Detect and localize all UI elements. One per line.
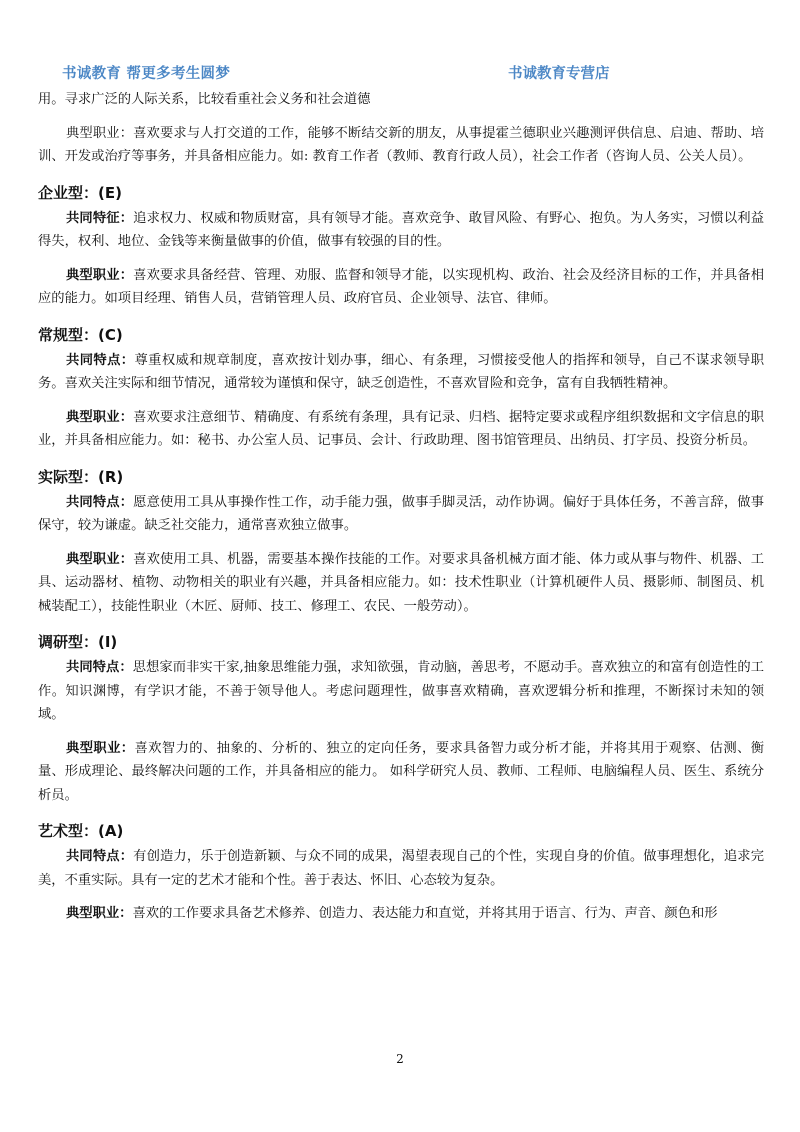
section-traits <box>38 207 764 254</box>
header-slogan: 书诚教育 帮更多考生圆梦 <box>62 66 231 82</box>
section-traits <box>38 656 764 727</box>
jobs-label: 典型职业： <box>66 409 134 425</box>
traits-label: 共同特点： <box>66 849 134 864</box>
jobs-label: 典型职业： <box>66 740 135 756</box>
jobs-text: 喜欢要求具备经营、管理、劝服、监督和领导才能，以实现机构、政治、社会及经济目标的工作，并具备相应的能力。如项目经理、销售人员，营销管理人员、政府官员、企业领导、法官、律师。 <box>38 267 765 306</box>
header-store-name: 书诚教育专营店 <box>508 66 610 82</box>
traits-label: 共同特点： <box>66 494 134 510</box>
section-title-realistic: 实际型：(R) <box>38 467 124 486</box>
page-header <box>0 62 800 82</box>
section-title-enterprising: 企业型：(E) <box>38 183 122 202</box>
traits-text: 有创造力，乐于创造新颖、与众不同的成果，渴望表现自己的个性，实现自身的价值。做事理想化，追求完美，不重实际。具有一定的艺术才能和个性。善于表达、怀旧、心态较为复杂。 <box>38 849 765 888</box>
page-number: 2 <box>396 1052 404 1066</box>
jobs-text: 喜欢使用工具、机器，需要基本操作技能的工作。对要求具备机械方面才能、体力或从事与物件、机器、工具、运动器材、植物、动物相关的职业有兴趣，并具备相应能力。如：技术性职业（计算机硬件人员、摄影师、制图员、机械装配工），技能性职业（木匠、厨师、技工、修理工、农民、一般劳动）。 <box>38 551 765 614</box>
section-title-artistic: 艺术型：(A) <box>38 822 124 840</box>
traits-label: 共同特点： <box>66 660 133 675</box>
section-jobs <box>38 902 764 926</box>
document-body <box>38 88 764 926</box>
traits-text: 愿意使用工具从事操作性工作，动手能力强，做事手脚灵活，动作协调。偏好于具体任务，不善言辞，做事保守，较为谦虚。缺乏社交能力，通常喜欢独立做事。 <box>38 494 765 533</box>
traits-label: 共同特征： <box>66 210 134 226</box>
intro-typical-jobs: 典型职业：喜欢要求与人打交道的工作，能够不断结交新的朋友，从事提霍兰德职业兴趣测评供信息、启迪、帮助、培训、开发或治疗等事务，并具备相应能力。如: 教育工作者（教师、教育行政人员），社会工作者（咨询人员、公关人员）。 <box>38 125 764 164</box>
traits-text: 思想家而非实干家,抽象思维能力强，求知欲强，肯动脑，善思考，不愿动手。喜欢独立的和富有创造性的工作。知识渊博，有学识才能，不善于领导他人。考虑问题理性，做事喜欢精确，喜欢逻辑分析和推理，不断探讨未知的领域。 <box>38 660 765 722</box>
section-traits <box>38 491 764 538</box>
section-jobs <box>38 264 764 311</box>
traits-text: 追求权力、权威和物质财富，具有领导才能。喜欢竞争、敢冒风险、有野心、抱负。为人务实，习惯以利益得失，权利、地位、金钱等来衡量做事的价值，做事有较强的目的性。 <box>38 210 765 249</box>
jobs-text: 喜欢要求注意细节、精确度、有系统有条理，具有记录、归档、据特定要求或程序组织数据和文字信息的职业，并具备相应能力。如：秘书、办公室人员、记事员、会计、行政助理、图书馆管理员、出纳员、打字员、投资分析员。 <box>38 409 765 448</box>
section-traits <box>38 349 764 396</box>
section-jobs <box>38 406 764 453</box>
section-traits <box>38 845 764 892</box>
section-title-investigative: 调研型：(I) <box>38 633 118 651</box>
traits-text: 尊重权威和规章制度，喜欢按计划办事，细心、有条理，习惯接受他人的指挥和领导，自己不谋求领导职务。喜欢关注实际和细节情况，通常较为谨慎和保守，缺乏创造性，不喜欢冒险和竞争，富有自我牺牲精神。 <box>38 352 765 391</box>
intro-continuation: 用。寻求广泛的人际关系，比较看重社会义务和社会道德 <box>38 92 371 107</box>
jobs-label: 典型职业： <box>66 267 134 283</box>
jobs-text: 喜欢智力的、抽象的、分析的、独立的定向任务，要求具备智力或分析才能，并将其用于观察、估测、衡量、形成理论、最终解决问题的工作，并具备相应的能力。 如科学研究人员、教师、工程师、电脑编程人员、医生、系统分析员。 <box>38 740 765 803</box>
section-jobs <box>38 548 764 619</box>
jobs-text: 喜欢的工作要求具备艺术修养、创造力、表达能力和直觉，并将其用于语言、行为、声音、颜色和形 <box>132 906 718 921</box>
traits-label: 共同特点： <box>66 352 135 368</box>
section-title-conventional: 常规型：(C) <box>38 325 123 344</box>
section-jobs <box>38 737 764 808</box>
jobs-label: 典型职业： <box>66 551 134 567</box>
jobs-label: 典型职业： <box>66 906 133 921</box>
